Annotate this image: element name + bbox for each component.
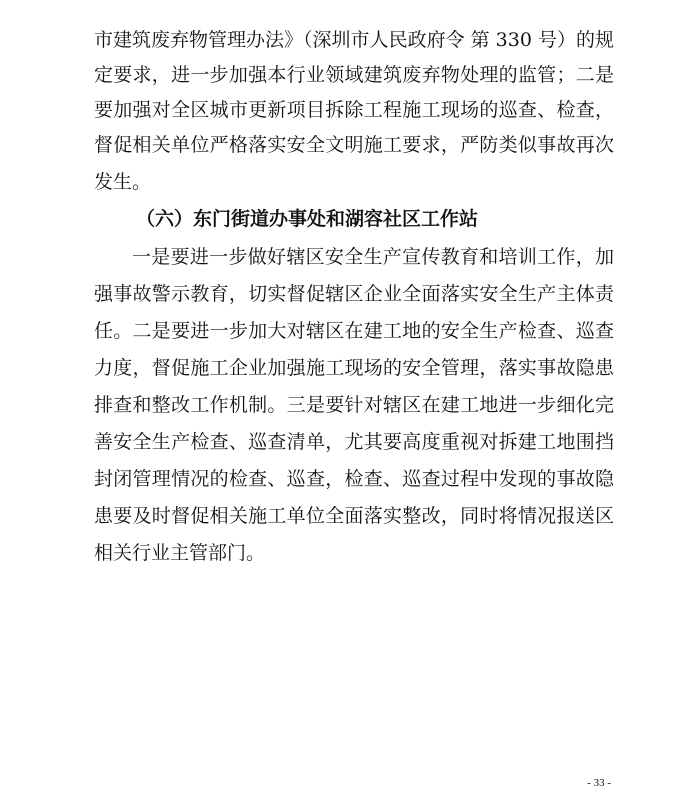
paragraph-line: 督促相关单位严格落实安全文明施工要求，严防类似事故再次 <box>94 134 614 156</box>
paragraph-line: 强事故警示教育，切实督促辖区企业全面落实安全生产主体责 <box>94 283 614 305</box>
paragraph-line: 善安全生产检查、巡查清单，尤其要高度重视对拆建工地围挡 <box>94 431 614 453</box>
page-number: - 33 - <box>587 777 611 789</box>
paragraph-line: 定要求，进一步加强本行业领域建筑废弃物处理的监管；二是 <box>94 64 614 86</box>
paragraph-line: 发生。 <box>94 171 152 193</box>
section-heading: （六）东门街道办事处和湖容社区工作站 <box>136 208 479 230</box>
paragraph-line: 相关行业主管部门。 <box>94 542 266 564</box>
paragraph-line: 封闭管理情况的检查、巡查，检查、巡查过程中发现的事故隐 <box>94 468 614 490</box>
paragraph-line: 排查和整改工作机制。三是要针对辖区在建工地进一步细化完 <box>94 394 614 416</box>
paragraph-line: 市建筑废弃物管理办法》（深圳市人民政府令 第 330 号）的规 <box>94 29 614 51</box>
paragraph-line: 要加强对全区城市更新项目拆除工程施工现场的巡查、检查， <box>94 99 614 121</box>
paragraph-line: 一是要进一步做好辖区安全生产宣传教育和培训工作，加 <box>132 246 614 268</box>
paragraph-line: 患要及时督促相关施工单位全面落实整改，同时将情况报送区 <box>94 505 614 527</box>
paragraph-line: 力度，督促施工企业加强施工现场的安全管理，落实事故隐患 <box>94 357 614 379</box>
paragraph-line: 任。二是要进一步加大对辖区在建工地的安全生产检查、巡查 <box>94 320 614 342</box>
